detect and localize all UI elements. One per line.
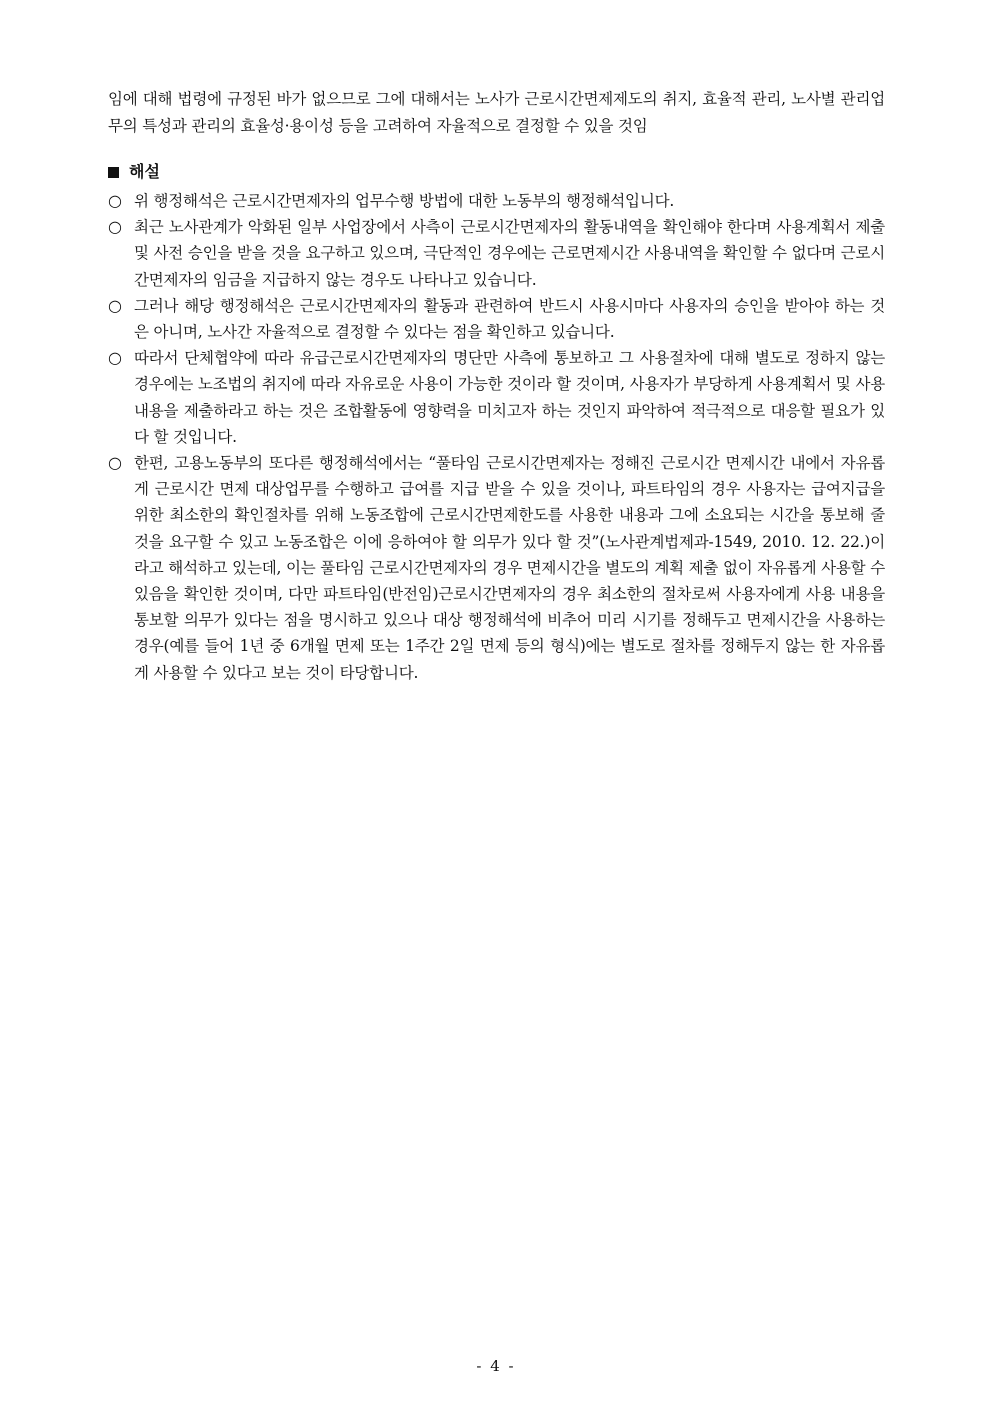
- list-item-text: 한편, 고용노동부의 또다른 행정해석에서는 “풀타임 근로시간면제자는 정해진 근로시간 면제시간 내에서 자유롭게 근로시간 면제 대상업무를 수행하고 급여를 지급 받을 수 있을 것이나, 파트타임의 경우 사용자는 급여지급을 위한 최소한의 확인절차를 위해 노동조합에 근로시간면제한도를 사용한 내용과 그에 소요되는 시간을 통보해 줄 것을 요구할 수 있고 노동조합은 이에 응하여야 할 의무가 있다 할 것”(노사관계법제과-1549, 2010. 12. 22.)이라고 해석하고 있는데, 이는 풀타임 근로시간면제자의 경우 면제시간을 별도의 계획 제출 없이 자유롭게 사용할 수 있음을 확인한 것이며, 다만 파트타임(반전임)근로시간면제자의 경우 최소한의 절차로써 사용자에게 사용 내용을 통보할 의무가 있다는 점을 명시하고 있으나 대상 행정해석에 비추어 미리 시기를 정해두고 면제시간을 사용하는 경우(예를 들어 1년 중 6개월 면제 또는 1주간 2일 면제 등의 형식)에는 별도로 절차를 정해두지 않는 한 자유롭게 사용할 수 있다고 보는 것이 타당합니다.: [134, 454, 885, 682]
- circle-bullet-icon: ○: [108, 453, 122, 473]
- list-item-text: 최근 노사관계가 악화된 일부 사업장에서 사측이 근로시간면제자의 활동내역을 확인해야 한다며 사용계획서 제출 및 사전 승인을 받을 것을 요구하고 있으며, 극단적인 경우에는 근로면제시간 사용내역을 확인할 수 없다며 근로시간면제자의 임금을 지급하지 않는 경우도 나타나고 있습니다.: [134, 218, 885, 289]
- list-item-text: 따라서 단체협약에 따라 유급근로시간면제자의 명단만 사측에 통보하고 그 사용절차에 대해 별도로 정하지 않는 경우에는 노조법의 취지에 따라 자유로운 사용이 가능한 것이라 할 것이며, 사용자가 부당하게 사용계획서 및 사용내용을 제출하라고 하는 것은 조합활동에 영향력을 미치고자 하는 것인지 파악하여 적극적으로 대응할 필요가 있다 할 것입니다.: [134, 349, 885, 446]
- circle-bullet-icon: ○: [108, 348, 122, 368]
- black-square-icon: [108, 167, 119, 178]
- circle-bullet-icon: ○: [108, 217, 122, 237]
- list-item: [108, 214, 885, 293]
- list-item: [108, 345, 885, 450]
- circle-bullet-icon: ○: [108, 295, 122, 315]
- page-number: - 4 -: [476, 1357, 516, 1375]
- list-item-text: 위 행정해석은 근로시간면제자의 업무수행 방법에 대한 노동부의 행정해석입니다.: [134, 192, 675, 210]
- intro-paragraph: 임에 대해 법령에 규정된 바가 없으므로 그에 대해서는 노사가 근로시간면제제도의 취지, 효율적 관리, 노사별 관리업무의 특성과 관리의 효율성·용이성 등을 고려하여 자율적으로 결정할 수 있을 것임: [108, 90, 885, 135]
- section-heading: [108, 160, 885, 184]
- commentary-list: [108, 188, 885, 686]
- section-title: 해설: [129, 162, 160, 181]
- list-item: [108, 188, 885, 214]
- document-page: [108, 86, 885, 686]
- list-item-text: 그러나 해당 행정해석은 근로시간면제자의 활동과 관련하여 반드시 사용시마다 사용자의 승인을 받아야 하는 것은 아니며, 노사간 자율적으로 결정할 수 있다는 점을 확인하고 있습니다.: [134, 296, 885, 342]
- list-item: [108, 450, 885, 686]
- list-item: [108, 293, 885, 345]
- circle-bullet-icon: ○: [108, 191, 122, 210]
